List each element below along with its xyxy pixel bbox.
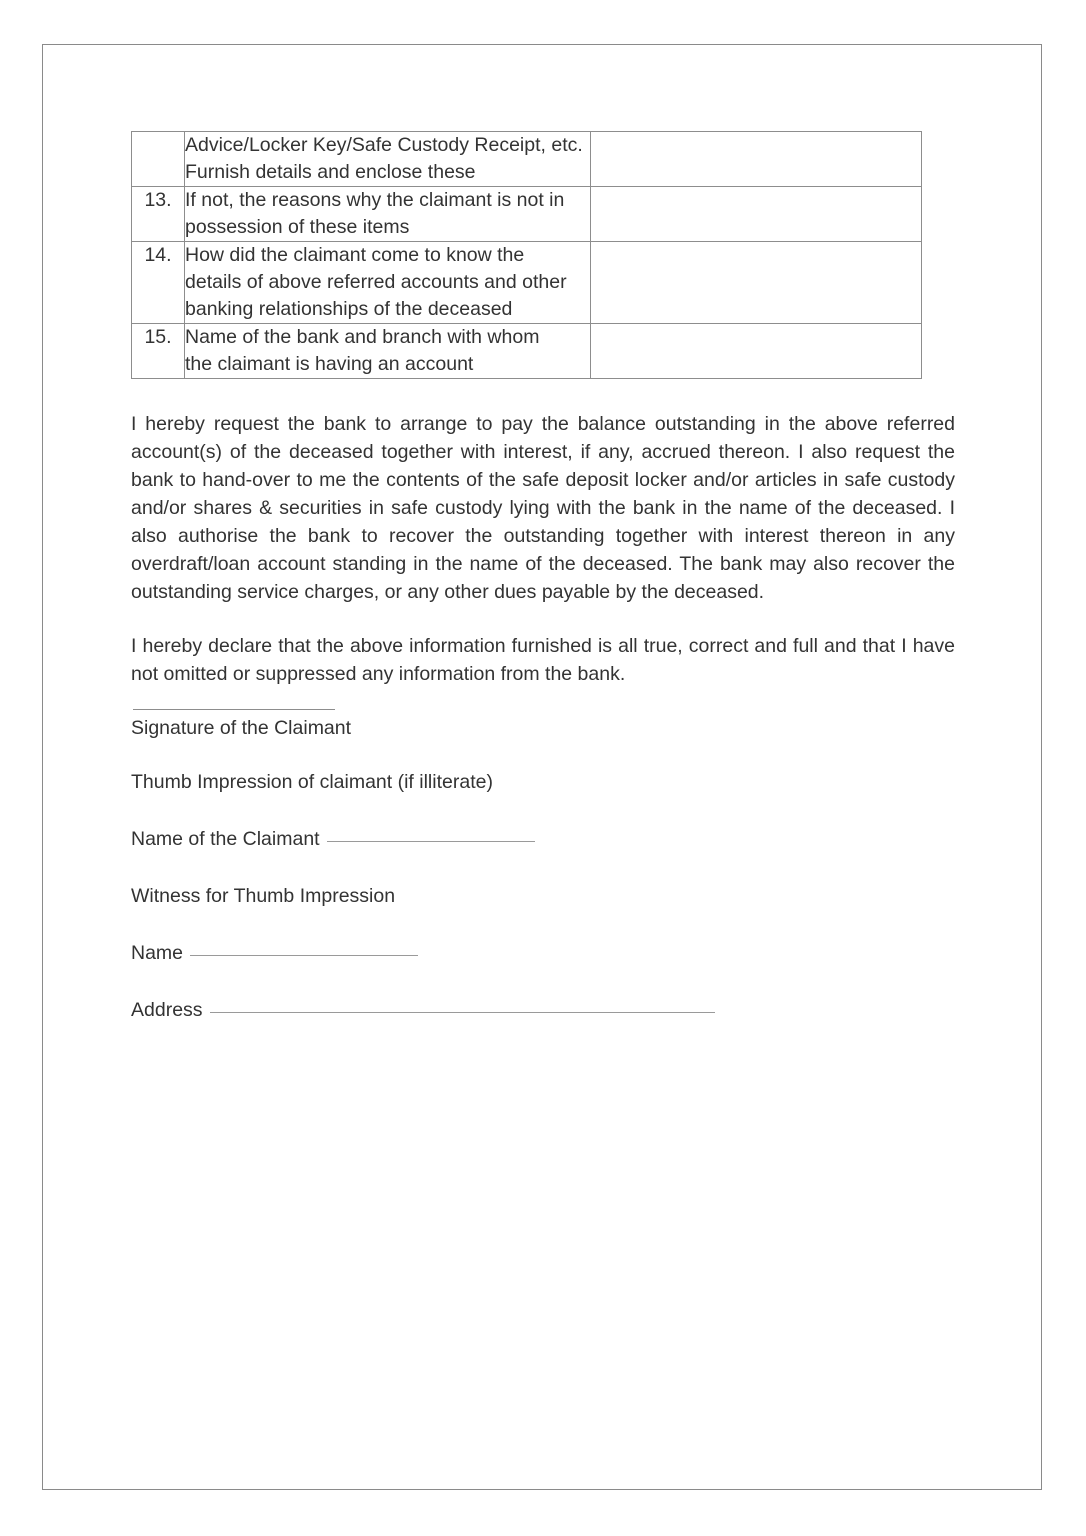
particulars-line: details of above referred accounts and other [185, 271, 567, 293]
table-row [132, 324, 922, 379]
witness-address-input[interactable] [210, 1012, 715, 1013]
name-of-claimant-label: Name of the Claimant [131, 828, 320, 850]
row-answer-cell[interactable] [591, 187, 922, 242]
witness-name-field [131, 939, 955, 967]
page-content [131, 131, 955, 1024]
spacer [131, 742, 955, 768]
row-particulars-cell [185, 324, 591, 379]
signature-block [131, 709, 955, 1024]
particulars-line: If not, the reasons why the claimant is not in [185, 189, 565, 211]
row-particulars-cell [185, 187, 591, 242]
row-number-cell: 14. [132, 242, 185, 324]
claim-particulars-table [131, 131, 922, 379]
thumb-impression-caption: Thumb Impression of claimant (if illiterate) [131, 771, 493, 793]
witness-name-input[interactable] [190, 955, 418, 956]
signature-caption: Signature of the Claimant [131, 717, 352, 739]
table-row [132, 132, 922, 187]
row-number-cell [132, 132, 185, 187]
particulars-line: How did the claimant come to know the [185, 244, 525, 266]
row-number-cell: 13. [132, 187, 185, 242]
witness-address-field [131, 996, 955, 1024]
spacer [131, 796, 955, 825]
particulars-line: possession of these items [185, 216, 410, 238]
page-frame [42, 44, 1042, 1490]
row-answer-cell[interactable] [591, 242, 922, 324]
particulars-line: Name of the bank and branch with whom [185, 326, 540, 348]
witness-address-label: Address [131, 999, 203, 1021]
name-of-claimant-field [131, 825, 955, 853]
particulars-line: Furnish details and enclose these [185, 161, 476, 183]
particulars-line: the claimant is having an account [185, 353, 474, 375]
spacer [131, 967, 955, 996]
row-particulars-cell [185, 242, 591, 324]
declaration-paragraph: I hereby declare that the above information furnished is all true, correct and full and that I have not omitted or suppressed any information from the bank. [131, 635, 955, 685]
witness-name-label: Name [131, 942, 184, 964]
table-row [132, 242, 922, 324]
row-answer-cell[interactable] [591, 132, 922, 187]
spacer [131, 910, 955, 939]
table-row [132, 187, 922, 242]
particulars-line: Advice/Locker Key/Safe Custody Receipt, etc. [185, 134, 583, 156]
witness-heading: Witness for Thumb Impression [131, 885, 396, 907]
name-of-claimant-input[interactable] [327, 841, 535, 842]
request-paragraph: I hereby request the bank to arrange to pay the balance outstanding in the above referred account(s) of the deceased together with interest, if any, accrued thereon. I also request the bank to hand-over to me the contents of the safe deposit locker and/or articles in safe custody and/or shares & securities in safe custody lying with the bank in the name of the deceased. I also authorise the bank to recover the outstanding together with interest thereon in any overdraft/loan account standing in the name of the deceased. The bank may also recover the outstanding service charges, or any other dues payable by the deceased. [131, 413, 955, 603]
spacer [131, 853, 955, 882]
row-answer-cell[interactable] [591, 324, 922, 379]
particulars-line: banking relationships of the deceased [185, 298, 513, 320]
row-number-cell: 15. [132, 324, 185, 379]
signature-rule[interactable] [133, 709, 335, 710]
row-particulars-cell [185, 132, 591, 187]
